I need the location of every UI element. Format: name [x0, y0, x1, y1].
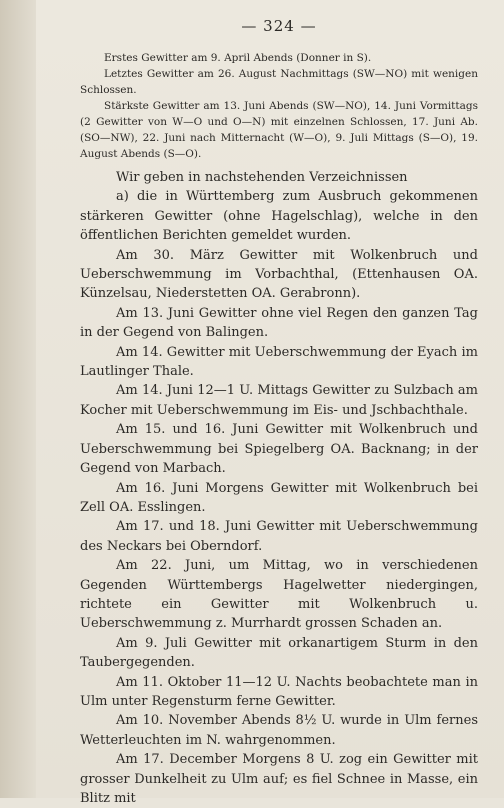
entry-paragraph: Am 30. März Gewitter mit Wolkenbruch und Ueberschwemmung im Vorbachthal, (Ettenhausen OA. Künzelsau, Niederstetten OA. Gerabronn). [80, 247, 478, 302]
entry-paragraph: Am 22. Juni, um Mittag, wo in verschiedenen Gegenden Württembergs Hagelwetter niedergingen, richtete ein Gewitter mit Wolkenbruch u. Ueberschwemmung z. Murrhardt grossen Schaden an. [80, 558, 478, 632]
binding-gutter [0, 0, 36, 798]
note-last-storm: Letztes Gewitter am 26. August Nachmittags (SW—NO) mit wenigen Schlossen. [80, 68, 478, 96]
entry-paragraph: Am 10. November Abends 8½ U. wurde in Ulm fernes Wetterleuchten im N. wahrgenommen. [80, 713, 478, 748]
entry-paragraph: Am 17. December Morgens 8 U. zog ein Gewitter mit grosser Dunkelheit zu Ulm auf; es fiel Schnee in Masse, ein Blitz mit [80, 752, 478, 806]
note-first-storm: Erstes Gewitter am 9. April Abends (Donner in S). [104, 52, 372, 64]
entry-paragraph: Am 14. Juni 12—1 U. Mittags Gewitter zu Sulzbach am Kocher mit Ueberschwemmung im Eis- und Jschbachthale. [80, 383, 478, 418]
section-a-paragraph: a) die in Württemberg zum Ausbruch gekommenen stärkeren Gewitter (ohne Hagelschlag), welche in den öffentlichen Berichten gemeldet wurden. [80, 189, 478, 244]
page-number: — 324 — [241, 17, 317, 35]
entry-paragraph: Am 16. Juni Morgens Gewitter mit Wolkenbruch bei Zell OA. Esslingen. [80, 480, 478, 515]
entry-paragraph: Am 14. Gewitter mit Ueberschwemmung der Eyach im Lautlinger Thale. [80, 344, 478, 380]
entry-paragraph: Am 17. und 18. Juni Gewitter mit Ueberschwemmung des Neckars bei Oberndorf. [80, 519, 478, 554]
entry-paragraph: Am 13. Juni Gewitter ohne viel Regen den ganzen Tag in der Gegend von Balingen. [80, 305, 478, 341]
entry-paragraph: Am 9. Juli Gewitter mit orkanartigem Sturm in den Taubergegenden. [80, 635, 478, 671]
note-strongest-storms: Stärkste Gewitter am 13. Juni Abends (SW—NO), 14. Juni Vormittags (2 Gewitter von W—O und O—N) mit einzelnen Schlossen, 17. Juni Ab. (SO—NW), 22. Juni nach Mitternacht (W—O), 9. Juli Mittags (S—O), 19. August Abends (S—O). [80, 100, 478, 160]
entry-paragraph: Am 15. und 16. Juni Gewitter mit Wolkenbruch und Ueberschwemmung bei Spiegelberg OA. Backnang; in der Gegend von Marbach. [80, 422, 478, 477]
entry-paragraph: Am 11. Oktober 11—12 U. Nachts beobachtete man in Ulm unter Regensturm ferne Gewitter. [80, 674, 478, 709]
intro-paragraph: Wir geben in nachstehenden Verzeichnissen [116, 170, 408, 185]
